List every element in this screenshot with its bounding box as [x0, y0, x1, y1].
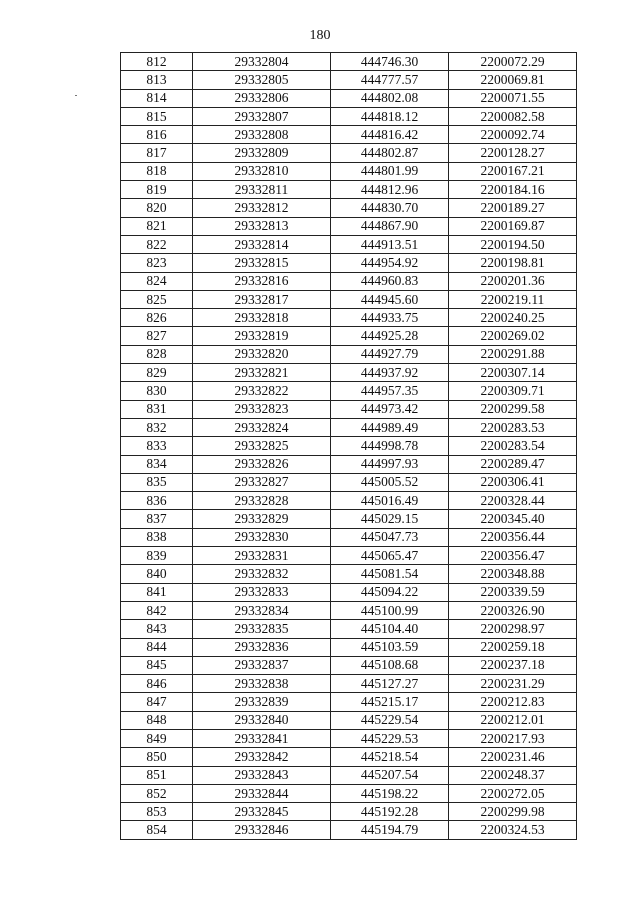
point-number-cell: 850 — [121, 748, 193, 766]
point-id-cell: 29332807 — [193, 107, 331, 125]
y-coordinate-cell: 2200219.11 — [449, 290, 577, 308]
x-coordinate-cell: 445065.47 — [331, 547, 449, 565]
table-row — [121, 803, 577, 821]
point-number-cell: 853 — [121, 803, 193, 821]
x-coordinate-cell: 445218.54 — [331, 748, 449, 766]
point-id-cell: 29332808 — [193, 126, 331, 144]
point-id-cell: 29332837 — [193, 656, 331, 674]
x-coordinate-cell: 444927.79 — [331, 345, 449, 363]
table-row — [121, 638, 577, 656]
y-coordinate-cell: 2200231.29 — [449, 675, 577, 693]
y-coordinate-cell: 2200306.41 — [449, 473, 577, 491]
point-id-cell: 29332813 — [193, 217, 331, 235]
y-coordinate-cell: 2200291.88 — [449, 345, 577, 363]
x-coordinate-cell: 445108.68 — [331, 656, 449, 674]
y-coordinate-cell: 2200272.05 — [449, 784, 577, 802]
point-number-cell: 847 — [121, 693, 193, 711]
x-coordinate-cell: 445127.27 — [331, 675, 449, 693]
y-coordinate-cell: 2200069.81 — [449, 71, 577, 89]
x-coordinate-cell: 444746.30 — [331, 53, 449, 71]
point-number-cell: 813 — [121, 71, 193, 89]
point-number-cell: 829 — [121, 364, 193, 382]
point-id-cell: 29332845 — [193, 803, 331, 821]
x-coordinate-cell: 444801.99 — [331, 162, 449, 180]
x-coordinate-cell: 444960.83 — [331, 272, 449, 290]
table-row — [121, 510, 577, 528]
point-id-cell: 29332820 — [193, 345, 331, 363]
point-number-cell: 827 — [121, 327, 193, 345]
y-coordinate-cell: 2200169.87 — [449, 217, 577, 235]
point-number-cell: 840 — [121, 565, 193, 583]
table-row — [121, 382, 577, 400]
y-coordinate-cell: 2200309.71 — [449, 382, 577, 400]
point-id-cell: 29332816 — [193, 272, 331, 290]
point-number-cell: 844 — [121, 638, 193, 656]
x-coordinate-cell: 444802.87 — [331, 144, 449, 162]
x-coordinate-cell: 445215.17 — [331, 693, 449, 711]
point-number-cell: 835 — [121, 473, 193, 491]
x-coordinate-cell: 445047.73 — [331, 528, 449, 546]
x-coordinate-cell: 445198.22 — [331, 784, 449, 802]
x-coordinate-cell: 444937.92 — [331, 364, 449, 382]
table-row — [121, 601, 577, 619]
y-coordinate-cell: 2200269.02 — [449, 327, 577, 345]
x-coordinate-cell: 445100.99 — [331, 601, 449, 619]
table-row — [121, 217, 577, 235]
table-row — [121, 71, 577, 89]
page-number: 180 — [309, 28, 331, 43]
point-number-cell: 823 — [121, 254, 193, 272]
point-number-cell: 825 — [121, 290, 193, 308]
y-coordinate-cell: 2200345.40 — [449, 510, 577, 528]
y-coordinate-cell: 2200348.88 — [449, 565, 577, 583]
point-number-cell: 849 — [121, 729, 193, 747]
table-row — [121, 272, 577, 290]
point-id-cell: 29332809 — [193, 144, 331, 162]
x-coordinate-cell: 445207.54 — [331, 766, 449, 784]
table-row — [121, 729, 577, 747]
table-row — [121, 473, 577, 491]
x-coordinate-cell: 444989.49 — [331, 418, 449, 436]
y-coordinate-cell: 2200307.14 — [449, 364, 577, 382]
table-row — [121, 656, 577, 674]
y-coordinate-cell: 2200328.44 — [449, 492, 577, 510]
point-number-cell: 834 — [121, 455, 193, 473]
y-coordinate-cell: 2200128.27 — [449, 144, 577, 162]
y-coordinate-cell: 2200194.50 — [449, 235, 577, 253]
table-row — [121, 327, 577, 345]
y-coordinate-cell: 2200326.90 — [449, 601, 577, 619]
x-coordinate-cell: 445094.22 — [331, 583, 449, 601]
table-row — [121, 821, 577, 839]
y-coordinate-cell: 2200298.97 — [449, 620, 577, 638]
point-number-cell: 822 — [121, 235, 193, 253]
table-row — [121, 53, 577, 71]
x-coordinate-cell: 445029.15 — [331, 510, 449, 528]
y-coordinate-cell: 2200217.93 — [449, 729, 577, 747]
x-coordinate-cell: 445005.52 — [331, 473, 449, 491]
table-row — [121, 455, 577, 473]
x-coordinate-cell: 444802.08 — [331, 89, 449, 107]
point-number-cell: 816 — [121, 126, 193, 144]
point-id-cell: 29332836 — [193, 638, 331, 656]
coordinates-table-body — [121, 53, 577, 840]
point-id-cell: 29332815 — [193, 254, 331, 272]
point-id-cell: 29332840 — [193, 711, 331, 729]
point-number-cell: 838 — [121, 528, 193, 546]
point-number-cell: 812 — [121, 53, 193, 71]
y-coordinate-cell: 2200259.18 — [449, 638, 577, 656]
table-row — [121, 364, 577, 382]
y-coordinate-cell: 2200248.37 — [449, 766, 577, 784]
x-coordinate-cell: 445194.79 — [331, 821, 449, 839]
point-id-cell: 29332810 — [193, 162, 331, 180]
table-row — [121, 547, 577, 565]
table-row — [121, 400, 577, 418]
table-row — [121, 620, 577, 638]
point-number-cell: 854 — [121, 821, 193, 839]
x-coordinate-cell: 444945.60 — [331, 290, 449, 308]
table-row — [121, 528, 577, 546]
y-coordinate-cell: 2200167.21 — [449, 162, 577, 180]
point-id-cell: 29332838 — [193, 675, 331, 693]
point-number-cell: 846 — [121, 675, 193, 693]
table-row — [121, 583, 577, 601]
y-coordinate-cell: 2200201.36 — [449, 272, 577, 290]
point-id-cell: 29332805 — [193, 71, 331, 89]
point-id-cell: 29332819 — [193, 327, 331, 345]
point-id-cell: 29332842 — [193, 748, 331, 766]
y-coordinate-cell: 2200299.58 — [449, 400, 577, 418]
table-row — [121, 290, 577, 308]
table-row — [121, 199, 577, 217]
point-id-cell: 29332843 — [193, 766, 331, 784]
y-coordinate-cell: 2200072.29 — [449, 53, 577, 71]
point-id-cell: 29332829 — [193, 510, 331, 528]
table-row — [121, 309, 577, 327]
point-id-cell: 29332823 — [193, 400, 331, 418]
table-row — [121, 418, 577, 436]
x-coordinate-cell: 444867.90 — [331, 217, 449, 235]
point-id-cell: 29332828 — [193, 492, 331, 510]
point-number-cell: 837 — [121, 510, 193, 528]
y-coordinate-cell: 2200289.47 — [449, 455, 577, 473]
table-row — [121, 675, 577, 693]
point-number-cell: 842 — [121, 601, 193, 619]
point-number-cell: 826 — [121, 309, 193, 327]
point-id-cell: 29332825 — [193, 437, 331, 455]
x-coordinate-cell: 444812.96 — [331, 181, 449, 199]
x-coordinate-cell: 444998.78 — [331, 437, 449, 455]
scan-speck — [75, 95, 77, 96]
table-row — [121, 784, 577, 802]
table-row — [121, 345, 577, 363]
point-number-cell: 841 — [121, 583, 193, 601]
table-row — [121, 107, 577, 125]
table-row — [121, 565, 577, 583]
table-row — [121, 693, 577, 711]
table-row — [121, 748, 577, 766]
point-id-cell: 29332818 — [193, 309, 331, 327]
table-row — [121, 235, 577, 253]
table-row — [121, 89, 577, 107]
point-number-cell: 815 — [121, 107, 193, 125]
x-coordinate-cell: 444954.92 — [331, 254, 449, 272]
table-row — [121, 711, 577, 729]
table-row — [121, 126, 577, 144]
point-number-cell: 845 — [121, 656, 193, 674]
point-id-cell: 29332830 — [193, 528, 331, 546]
point-number-cell: 832 — [121, 418, 193, 436]
point-id-cell: 29332812 — [193, 199, 331, 217]
table-row — [121, 144, 577, 162]
x-coordinate-cell: 444816.42 — [331, 126, 449, 144]
y-coordinate-cell: 2200184.16 — [449, 181, 577, 199]
table-row — [121, 492, 577, 510]
y-coordinate-cell: 2200231.46 — [449, 748, 577, 766]
x-coordinate-cell: 445229.54 — [331, 711, 449, 729]
point-number-cell: 831 — [121, 400, 193, 418]
x-coordinate-cell: 445103.59 — [331, 638, 449, 656]
point-id-cell: 29332806 — [193, 89, 331, 107]
y-coordinate-cell: 2200082.58 — [449, 107, 577, 125]
x-coordinate-cell: 444933.75 — [331, 309, 449, 327]
point-id-cell: 29332814 — [193, 235, 331, 253]
point-id-cell: 29332841 — [193, 729, 331, 747]
y-coordinate-cell: 2200283.54 — [449, 437, 577, 455]
point-id-cell: 29332839 — [193, 693, 331, 711]
table-row — [121, 766, 577, 784]
point-number-cell: 833 — [121, 437, 193, 455]
y-coordinate-cell: 2200356.47 — [449, 547, 577, 565]
x-coordinate-cell: 444997.93 — [331, 455, 449, 473]
point-number-cell: 824 — [121, 272, 193, 290]
point-number-cell: 836 — [121, 492, 193, 510]
point-id-cell: 29332826 — [193, 455, 331, 473]
y-coordinate-cell: 2200283.53 — [449, 418, 577, 436]
point-number-cell: 848 — [121, 711, 193, 729]
table-row — [121, 437, 577, 455]
point-id-cell: 29332832 — [193, 565, 331, 583]
coordinates-table — [120, 52, 577, 840]
point-number-cell: 843 — [121, 620, 193, 638]
point-id-cell: 29332844 — [193, 784, 331, 802]
point-number-cell: 818 — [121, 162, 193, 180]
x-coordinate-cell: 445016.49 — [331, 492, 449, 510]
point-number-cell: 819 — [121, 181, 193, 199]
point-number-cell: 814 — [121, 89, 193, 107]
y-coordinate-cell: 2200071.55 — [449, 89, 577, 107]
y-coordinate-cell: 2200324.53 — [449, 821, 577, 839]
y-coordinate-cell: 2200299.98 — [449, 803, 577, 821]
y-coordinate-cell: 2200212.83 — [449, 693, 577, 711]
x-coordinate-cell: 445192.28 — [331, 803, 449, 821]
point-id-cell: 29332846 — [193, 821, 331, 839]
point-id-cell: 29332833 — [193, 583, 331, 601]
point-id-cell: 29332821 — [193, 364, 331, 382]
point-id-cell: 29332827 — [193, 473, 331, 491]
point-id-cell: 29332817 — [193, 290, 331, 308]
y-coordinate-cell: 2200356.44 — [449, 528, 577, 546]
point-id-cell: 29332811 — [193, 181, 331, 199]
point-id-cell: 29332822 — [193, 382, 331, 400]
point-number-cell: 820 — [121, 199, 193, 217]
x-coordinate-cell: 444957.35 — [331, 382, 449, 400]
x-coordinate-cell: 445104.40 — [331, 620, 449, 638]
y-coordinate-cell: 2200189.27 — [449, 199, 577, 217]
point-number-cell: 839 — [121, 547, 193, 565]
point-number-cell: 828 — [121, 345, 193, 363]
x-coordinate-cell: 445081.54 — [331, 565, 449, 583]
x-coordinate-cell: 444777.57 — [331, 71, 449, 89]
point-number-cell: 830 — [121, 382, 193, 400]
point-id-cell: 29332824 — [193, 418, 331, 436]
x-coordinate-cell: 444973.42 — [331, 400, 449, 418]
point-number-cell: 852 — [121, 784, 193, 802]
x-coordinate-cell: 445229.53 — [331, 729, 449, 747]
x-coordinate-cell: 444830.70 — [331, 199, 449, 217]
y-coordinate-cell: 2200237.18 — [449, 656, 577, 674]
y-coordinate-cell: 2200092.74 — [449, 126, 577, 144]
x-coordinate-cell: 444925.28 — [331, 327, 449, 345]
point-number-cell: 821 — [121, 217, 193, 235]
y-coordinate-cell: 2200198.81 — [449, 254, 577, 272]
x-coordinate-cell: 444818.12 — [331, 107, 449, 125]
point-id-cell: 29332831 — [193, 547, 331, 565]
y-coordinate-cell: 2200212.01 — [449, 711, 577, 729]
table-row — [121, 162, 577, 180]
table-row — [121, 181, 577, 199]
y-coordinate-cell: 2200339.59 — [449, 583, 577, 601]
point-id-cell: 29332804 — [193, 53, 331, 71]
point-number-cell: 817 — [121, 144, 193, 162]
point-number-cell: 851 — [121, 766, 193, 784]
point-id-cell: 29332834 — [193, 601, 331, 619]
x-coordinate-cell: 444913.51 — [331, 235, 449, 253]
y-coordinate-cell: 2200240.25 — [449, 309, 577, 327]
point-id-cell: 29332835 — [193, 620, 331, 638]
table-row — [121, 254, 577, 272]
